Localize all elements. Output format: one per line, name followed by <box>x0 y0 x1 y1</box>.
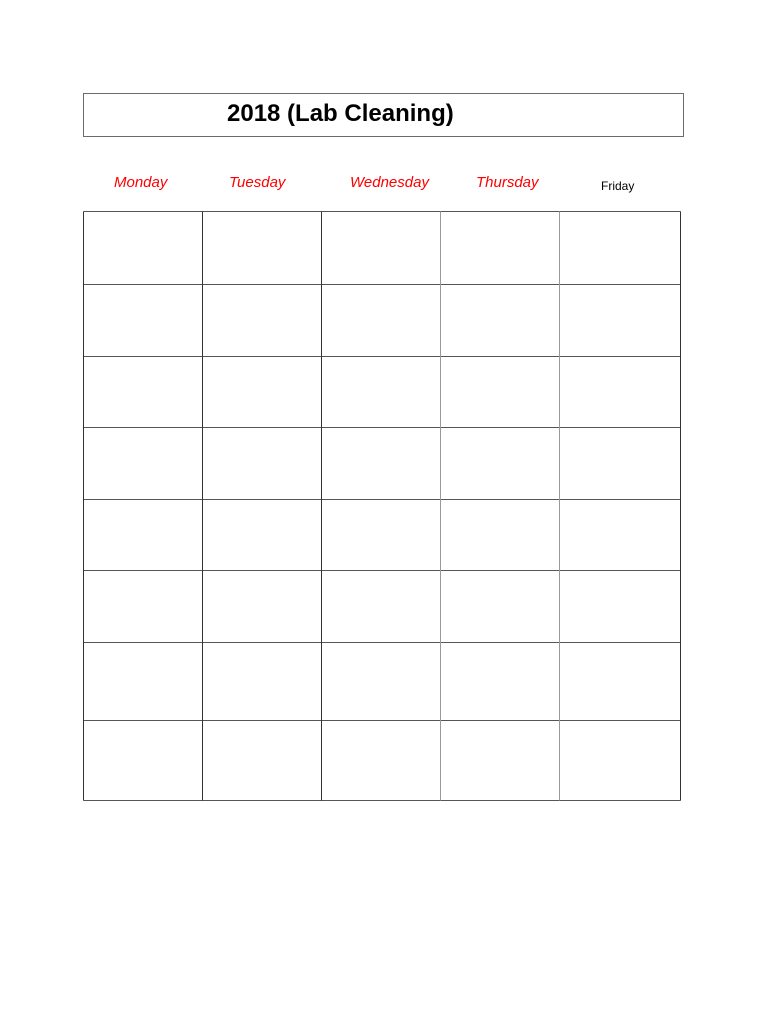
schedule-cell <box>559 499 680 570</box>
schedule-cell <box>440 427 559 499</box>
schedule-cell <box>440 570 559 642</box>
schedule-cell <box>202 570 321 642</box>
schedule-cell <box>83 642 202 720</box>
schedule-cell <box>202 720 321 800</box>
schedule-cell <box>321 427 440 499</box>
schedule-grid <box>83 211 681 801</box>
schedule-cell <box>440 642 559 720</box>
schedule-cell <box>321 570 440 642</box>
schedule-cell <box>440 499 559 570</box>
schedule-cell <box>321 211 440 284</box>
page-title: 2018 (Lab Cleaning) <box>227 100 454 127</box>
schedule-cell <box>202 642 321 720</box>
schedule-cell <box>321 284 440 356</box>
schedule-cell <box>83 284 202 356</box>
schedule-cell <box>559 642 680 720</box>
schedule-cell <box>559 570 680 642</box>
schedule-cell <box>321 356 440 427</box>
schedule-cell <box>83 427 202 499</box>
title-box <box>83 93 684 137</box>
schedule-cell <box>83 211 202 284</box>
day-header-wednesday: Wednesday <box>350 174 429 191</box>
day-header-monday: Monday <box>114 174 168 191</box>
schedule-cell <box>559 356 680 427</box>
schedule-cell <box>321 642 440 720</box>
schedule-cell <box>440 211 559 284</box>
schedule-grid-lines <box>83 211 681 801</box>
schedule-cell <box>202 499 321 570</box>
schedule-cell <box>559 211 680 284</box>
schedule-cell <box>83 720 202 800</box>
schedule-cell <box>202 427 321 499</box>
schedule-cell <box>321 499 440 570</box>
schedule-cell <box>202 356 321 427</box>
schedule-cell <box>440 284 559 356</box>
schedule-cell <box>559 284 680 356</box>
schedule-cell <box>559 427 680 499</box>
schedule-cell <box>440 720 559 800</box>
schedule-cell <box>83 499 202 570</box>
schedule-cell <box>202 211 321 284</box>
schedule-cell <box>83 356 202 427</box>
schedule-cell <box>83 570 202 642</box>
day-header-thursday: Thursday <box>476 174 539 191</box>
schedule-cell <box>202 284 321 356</box>
schedule-cell <box>440 356 559 427</box>
day-header-tuesday: Tuesday <box>229 174 286 191</box>
schedule-cell <box>559 720 680 800</box>
schedule-cell <box>321 720 440 800</box>
day-header-friday: Friday <box>601 179 635 193</box>
